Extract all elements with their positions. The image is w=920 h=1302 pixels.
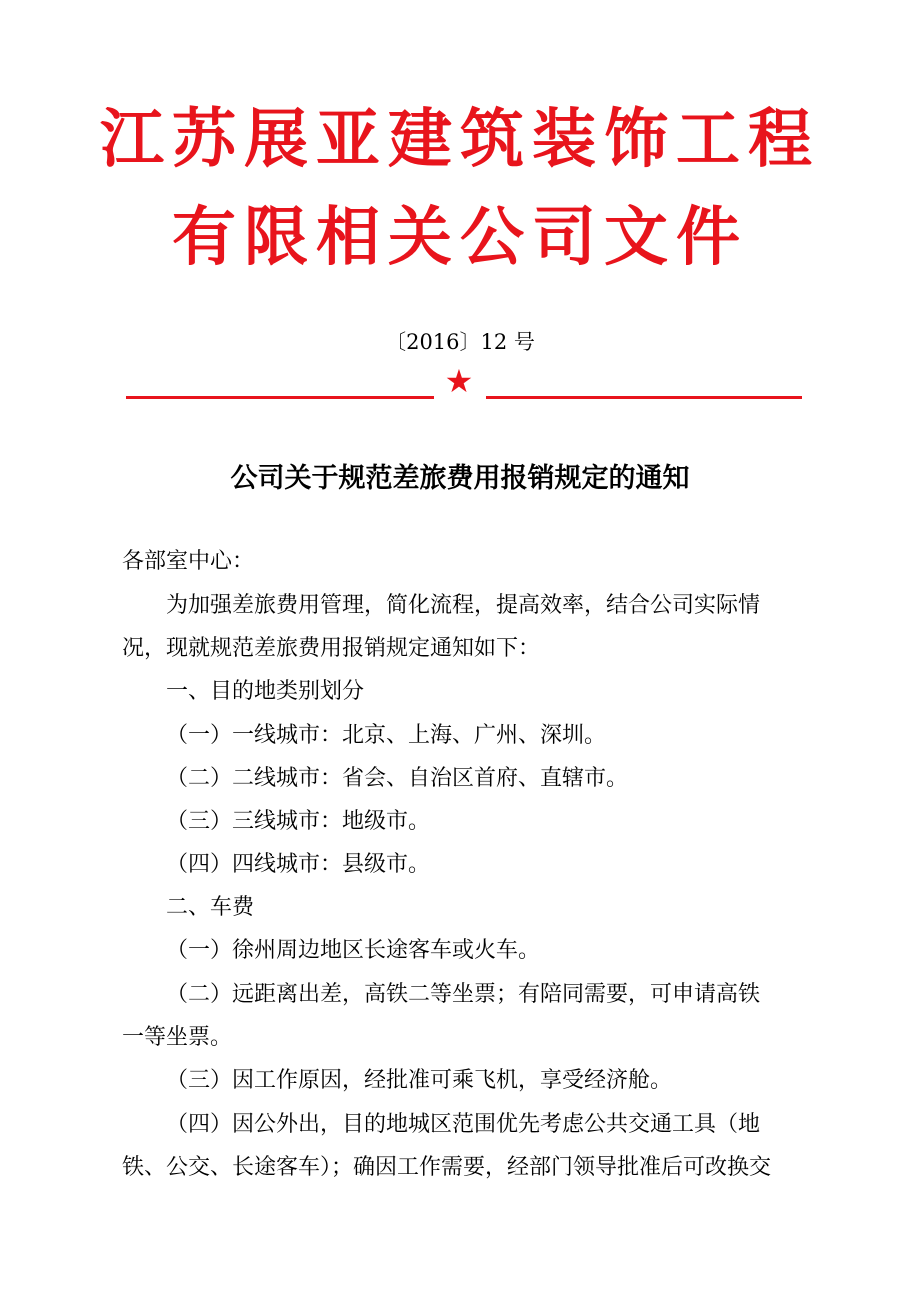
red-star-icon: ★ [444, 362, 474, 400]
document-number: 〔2016〕12 号 [385, 330, 535, 354]
list-item: （三）因工作原因，经批准可乘飞机，享受经济舱。 [166, 1068, 673, 1093]
section-heading: 一、目的地类别划分 [166, 679, 365, 704]
document-title-line-1: 江苏展亚建筑装饰工程 [100, 103, 820, 177]
salutation: 各部室中心： [122, 549, 255, 574]
body-line: 一等坐票。 [122, 1025, 233, 1050]
list-item: （二）远距离出差，高铁二等坐票；有陪同需要，可申请高铁 [166, 982, 761, 1007]
list-item: （四）四线城市：县级市。 [166, 852, 431, 877]
red-divider-left [126, 396, 434, 399]
body-line: 铁、公交、长途客车）；确因工作需要，经部门领导批准后可改换交 [122, 1155, 772, 1180]
list-item: （一）一线城市：北京、上海、广州、深圳。 [166, 723, 607, 748]
list-item: （二）二线城市：省会、自治区首府、直辖市。 [166, 766, 629, 791]
red-divider-right [486, 396, 802, 399]
body-line: 况，现就规范差旅费用报销规定通知如下： [122, 636, 541, 661]
section-heading: 二、车费 [166, 895, 255, 920]
document-title-line-2: 有限相关公司文件 [172, 201, 748, 275]
body-line: 为加强差旅费用管理，简化流程，提高效率，结合公司实际情 [166, 593, 761, 618]
list-item: （一）徐州周边地区长途客车或火车。 [166, 938, 541, 963]
list-item: （四）因公外出，目的地城区范围优先考虑公共交通工具（地 [166, 1112, 761, 1137]
notice-title: 公司关于规范差旅费用报销规定的通知 [230, 463, 690, 494]
list-item: （三）三线城市：地级市。 [166, 809, 431, 834]
